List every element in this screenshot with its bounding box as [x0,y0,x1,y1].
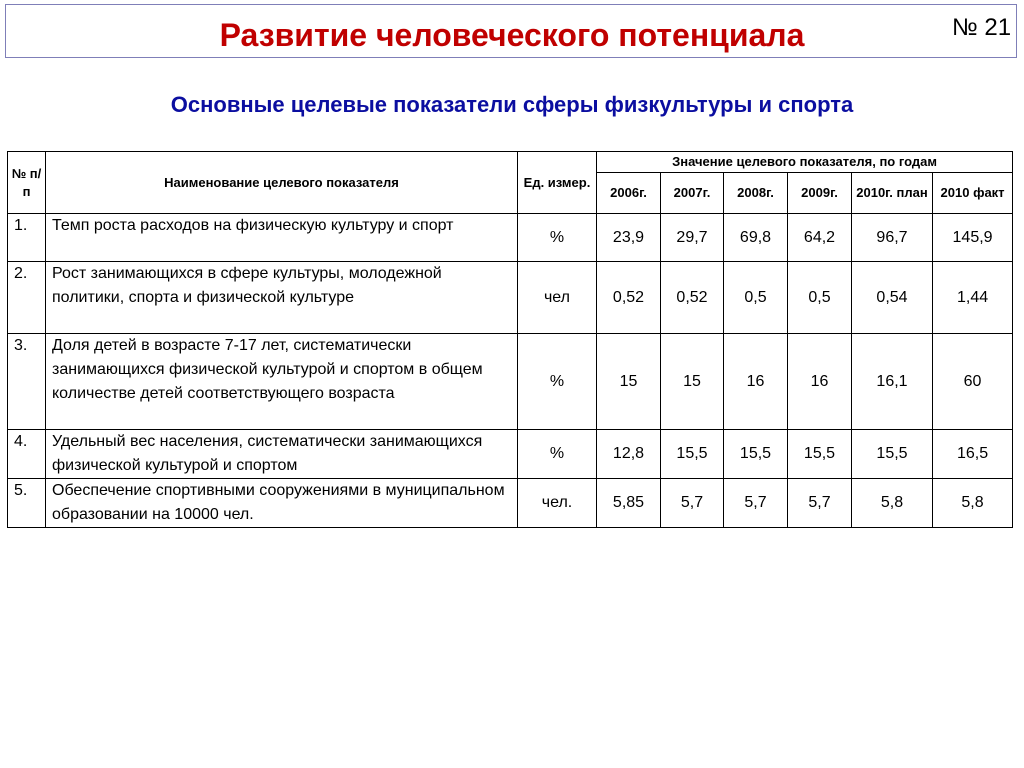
row-num: 5. [8,479,46,528]
row-value: 15,5 [852,430,933,479]
header-year: 2007г. [661,173,724,214]
row-value: 5,85 [597,479,661,528]
header-row [8,152,1013,173]
row-unit: % [518,214,597,262]
row-value: 0,52 [661,262,724,334]
row-value: 0,5 [788,262,852,334]
row-value: 15,5 [661,430,724,479]
header-unit: Ед. измер. [518,152,597,214]
row-num: 1. [8,214,46,262]
row-value: 5,7 [661,479,724,528]
header-name: Наименование целевого показателя [46,152,518,214]
row-name: Темп роста расходов на физическую культуру и спорт [46,214,518,262]
slide-number: № 21 [952,14,1012,41]
row-name: Доля детей в возрасте 7-17 лет, систематически занимающихся физической культурой и спортом в общем количестве детей соответствующего возраста [46,334,518,430]
row-value: 96,7 [852,214,933,262]
table-row [8,214,1013,262]
row-value: 15,5 [788,430,852,479]
row-value: 0,54 [852,262,933,334]
row-value: 15,5 [724,430,788,479]
row-value: 29,7 [661,214,724,262]
table-row [8,334,1013,430]
header-year: 2009г. [788,173,852,214]
row-value: 5,7 [724,479,788,528]
row-value: 12,8 [597,430,661,479]
row-unit: % [518,334,597,430]
slide-subtitle: Основные целевые показатели сферы физкультуры и спорта [170,92,854,117]
row-value: 64,2 [788,214,852,262]
table-row [8,479,1013,528]
row-value: 5,8 [852,479,933,528]
row-value: 15 [661,334,724,430]
row-unit: чел [518,262,597,334]
row-value: 1,44 [933,262,1013,334]
header-year: 2010г. план [852,173,933,214]
row-name: Удельный вес населения, систематически занимающихся физической культурой и спортом [46,430,518,479]
row-value: 0,52 [597,262,661,334]
row-num: 2. [8,262,46,334]
row-value: 5,7 [788,479,852,528]
row-value: 15 [597,334,661,430]
header-year: 2010 факт [933,173,1013,214]
row-value: 16 [724,334,788,430]
row-value: 23,9 [597,214,661,262]
row-num: 4. [8,430,46,479]
row-value: 16,1 [852,334,933,430]
header-values-group: Значение целевого показателя, по годам [597,152,1013,173]
header-num: № п/п [8,152,46,214]
row-unit: % [518,430,597,479]
row-value: 145,9 [933,214,1013,262]
row-value: 69,8 [724,214,788,262]
row-value: 5,8 [933,479,1013,528]
row-num: 3. [8,334,46,430]
header-year: 2006г. [597,173,661,214]
row-value: 16 [788,334,852,430]
title-frame [5,4,1017,58]
row-value: 60 [933,334,1013,430]
row-value: 0,5 [724,262,788,334]
indicators-table [7,151,1013,528]
header-year: 2008г. [724,173,788,214]
row-name: Рост занимающихся в сфере культуры, молодежной политики, спорта и физической культуре [46,262,518,334]
slide-title: Развитие человеческого потенциала [219,17,805,53]
row-name: Обеспечение спортивными сооружениями в муниципальном образовании на 10000 чел. [46,479,518,528]
row-unit: чел. [518,479,597,528]
row-value: 16,5 [933,430,1013,479]
table-row [8,262,1013,334]
table-row [8,430,1013,479]
